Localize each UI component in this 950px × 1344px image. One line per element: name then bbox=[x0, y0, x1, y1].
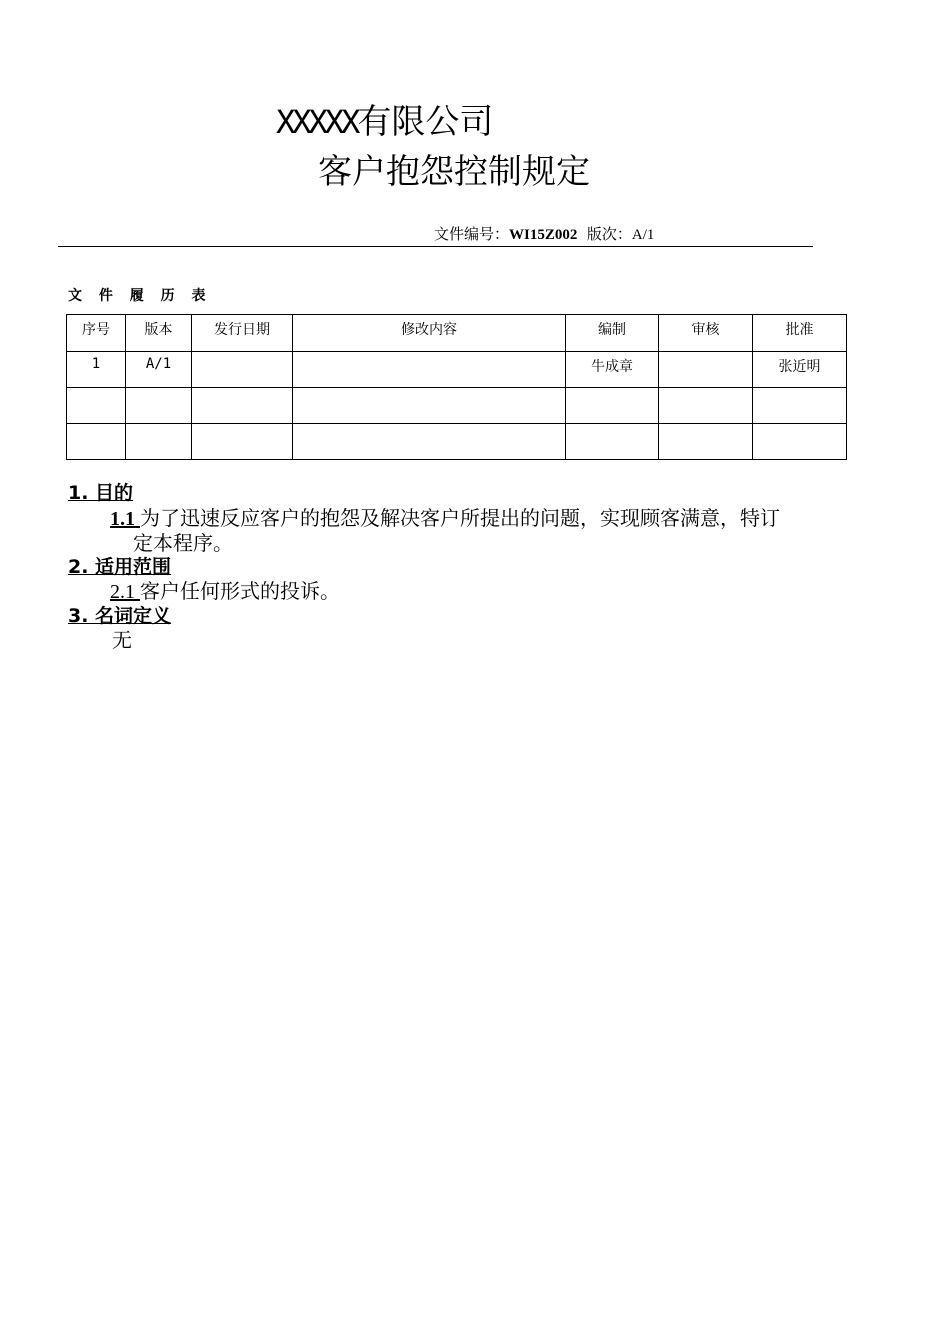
history-caption: 文 件 履 历 表 bbox=[68, 288, 212, 304]
scope-item bbox=[110, 578, 340, 605]
purpose-text-line1: 为了迅速反应客户的抱怨及解决客户所提出的问题，实现顾客满意，特订 bbox=[140, 506, 780, 530]
table-cell bbox=[126, 388, 192, 424]
table-cell bbox=[753, 388, 847, 424]
table-cell bbox=[293, 424, 566, 460]
table-cell bbox=[192, 424, 293, 460]
table-cell: 张近明 bbox=[753, 352, 847, 388]
header-divider bbox=[58, 246, 813, 247]
column-header: 审核 bbox=[659, 315, 753, 352]
column-header: 修改内容 bbox=[293, 315, 566, 352]
definitions-text: 无 bbox=[112, 628, 132, 652]
table-header-row bbox=[67, 315, 847, 352]
table-cell bbox=[293, 352, 566, 388]
table-cell bbox=[126, 424, 192, 460]
doc-number: WI15Z002 bbox=[509, 227, 578, 243]
column-header: 批准 bbox=[753, 315, 847, 352]
table-cell: 牛成章 bbox=[566, 352, 659, 388]
company-code: XXXXX bbox=[276, 103, 358, 141]
table-row bbox=[67, 352, 847, 388]
company-name bbox=[276, 102, 493, 142]
table-cell: 1 bbox=[67, 352, 126, 388]
table-row bbox=[67, 388, 847, 424]
table-cell bbox=[753, 424, 847, 460]
table-cell bbox=[659, 424, 753, 460]
table-cell bbox=[67, 388, 126, 424]
table-cell bbox=[566, 388, 659, 424]
section-heading-scope: 2. 适用范围 bbox=[68, 556, 172, 578]
version-label: 版次： bbox=[586, 225, 632, 243]
document-title: 客户抱怨控制规定 bbox=[318, 152, 590, 192]
column-header: 序号 bbox=[67, 315, 126, 352]
item-number: 1.1 bbox=[110, 508, 140, 530]
revision-history-table bbox=[66, 314, 847, 460]
table-row bbox=[67, 424, 847, 460]
item-number: 2.1 bbox=[110, 581, 140, 603]
table-cell bbox=[566, 424, 659, 460]
table-cell bbox=[192, 352, 293, 388]
table-cell bbox=[192, 388, 293, 424]
document-meta bbox=[434, 224, 654, 245]
version-value: A/1 bbox=[631, 227, 655, 243]
doc-number-label: 文件编号： bbox=[434, 225, 510, 243]
company-suffix: 有限公司 bbox=[357, 102, 494, 142]
column-header: 发行日期 bbox=[192, 315, 293, 352]
table-cell bbox=[659, 352, 753, 388]
purpose-item bbox=[110, 505, 780, 532]
purpose-text-line2: 定本程序。 bbox=[133, 531, 233, 555]
table-cell bbox=[293, 388, 566, 424]
section-heading-purpose: 1. 目的 bbox=[68, 482, 134, 504]
column-header: 版本 bbox=[126, 315, 192, 352]
scope-text: 客户任何形式的投诉。 bbox=[140, 579, 340, 603]
section-heading-definitions: 3. 名词定义 bbox=[68, 605, 172, 627]
column-header: 编制 bbox=[566, 315, 659, 352]
table-cell bbox=[67, 424, 126, 460]
table-cell bbox=[659, 388, 753, 424]
table-cell: A/1 bbox=[126, 352, 192, 388]
